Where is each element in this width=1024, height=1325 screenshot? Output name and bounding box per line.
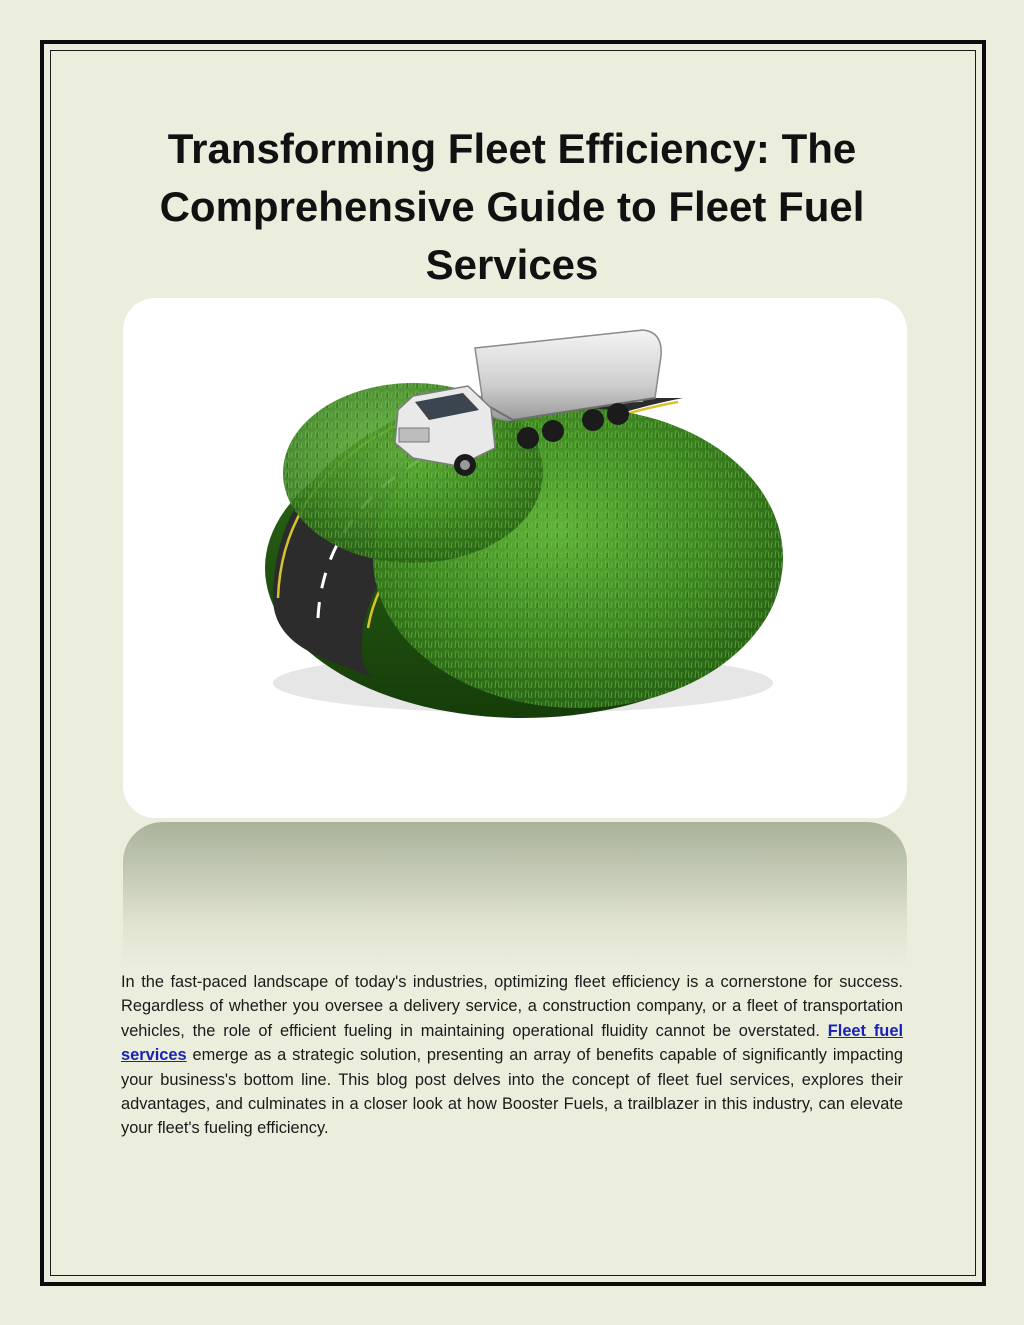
- fleet-fuel-services-link[interactable]: Fleet fuel services: [121, 1021, 903, 1065]
- paragraph-text-after-link: emerge as a strategic solution, presenting an array of benefits capable of significantly impacting your business's bottom line. This blog post delves into the concept of fleet fuel services, explores their advantages, and culminates in a closer look at how Booster Fuels, a trailblazer in this industry, can elevate your fleet's fueling efficiency.: [121, 1046, 903, 1138]
- image-reflection: [123, 822, 907, 967]
- truck-grille: [399, 428, 429, 442]
- hero-image-card: [123, 298, 907, 818]
- truck-wheel: [517, 427, 539, 449]
- truck-wheel: [542, 420, 564, 442]
- truck-wheel: [607, 403, 629, 425]
- paragraph-text-before-link: In the fast-paced landscape of today's industries, optimizing fleet efficiency is a cornerstone for success. Regardless of whether you oversee a delivery service, a construction company, or a fleet of transportation vehicles, the role of efficient fueling in maintaining operational fluidity cannot be overstated.: [121, 973, 903, 1040]
- truck-wheel: [582, 409, 604, 431]
- truck-on-grass-road-illustration: [123, 298, 907, 818]
- page-title: Transforming Fleet Efficiency: The Comprehensive Guide to Fleet Fuel Services: [159, 125, 865, 288]
- intro-paragraph: [121, 970, 903, 1141]
